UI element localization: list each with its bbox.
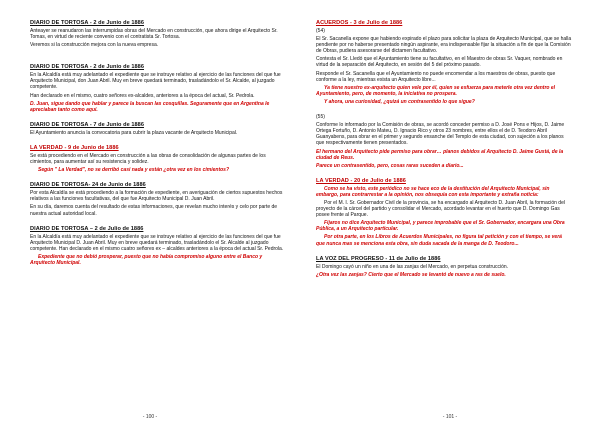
- entry-heading: DIARIO DE TORTOSA- 24 de Junio de 1886: [30, 182, 146, 189]
- editor-comment: El hermano del Arquitecto pide permiso para obrar… planos debidos al Arquitecto D. Jaime Gustá, de la ciudad de Reus.: [316, 148, 564, 161]
- entry-heading: LA VERDAD - 9 de Junio de 1886: [30, 144, 119, 151]
- news-entry: [30, 182, 286, 216]
- editor-comment: Fijaros no dice Arquitecto Municipal, y parece improbable que el Sr. Gobernador, encargara una Obra Pública, a un Arquitecto particular.: [316, 220, 565, 233]
- editor-comment: Por otra parte, en los Libros de Acuerdos Municipales, no figura tal petición y con el tiempo, se verá que nunca mas se menciona esta obra, sin duda sacada de la manga de D. Teodoro...: [316, 234, 562, 247]
- entry-paragraph: Se está procediendo en el Mercado en construcción a las obras de consolidación de algunas partes de los cimientos, para aumentar así su resistencia y solidez.: [30, 152, 266, 166]
- entry-paragraph: En la Alcaldía está muy adelantado el expediente que se instruye relativo al ejercicio de las funciones del que fue Arquitecto Municipal, don Juan Abril. Muy en breve quedará terminado, trasladándolo el Sr. Alcalde, al juzgado competente.: [30, 72, 281, 91]
- entry-paragraph: Conforme lo informado por la Comisión de obras, se acordó conceder permiso a D. José Pons e Hijos, D. Jaime Ortega Fortuño, D. Antonio Mateu, D. Ignacio Rico y otros 23 nombres, entre ellos el de D. Teodoro Abril Guanyabens, para obrar en el primer y segundo ensanche del Templo de esta ciudad, con sujeción a los planos que respectivamente tienen presentados.: [316, 122, 565, 147]
- entry-paragraph: Responde el Sr. Sacanella que el Ayuntamiento no puede encomendar a los maestros de obras, puesto que conforme a la ley, mientras exista un Arquitecto libre...: [316, 70, 556, 83]
- right-page: [300, 0, 600, 424]
- entry-paragraph: En su día, daremos cuenta del resultado de estas informaciones, que revelan mucho interés y celo por parte de nuestra actual autoridad local.: [30, 204, 278, 217]
- entry-paragraph: El Sr. Sacanella expone que habiendo expirado el plazo para solicitar la plaza de Arquitecto Municipal, que se halla pendiente por no haberse presentado ningún aspirante, era indispensable fijar la situación a fin de que la Comisión de Obras, pudiera asesorarse del dictamen facultativo.: [316, 36, 572, 55]
- editor-comment: D. Juan, sigue dando que hablar y parece la buscan las cosquillas. Seguramente que en Argentina le apreciaban tanto como aquí.: [30, 100, 270, 113]
- news-entry: [316, 256, 572, 278]
- editor-comment: Parece un contrasentido, pero, cosas raras suceden a diario...: [316, 162, 464, 169]
- news-entry: [30, 20, 286, 48]
- editor-comment: Ya tiene nuestro ex-arquitecto quien vele por él, quien se esfuerza para meterle otra vez dentro el Ayuntamiento, pero, de momento, la iniciativa no prospera.: [316, 84, 555, 97]
- page-number: - 101 -: [442, 414, 458, 420]
- entry-paragraph: Anteayer se reanudaron las interrumpidas obras del Mercado en construcción, que ahora dirige el Arquitecto Sr. Tomas, en virtud de reciente convenio con el contratista Sr. Tortosa.: [30, 28, 278, 41]
- entry-paragraph: Por el M. I. Sr. Gobernador Civil de la provincia, se ha encargado al Arquitecto D. Juan Abril, la formación del proyecto de la cárcel del partido y consolidar el Mercado, acordado levantar en el huerto que D. Domingo Gas posee frente al Parque.: [316, 199, 565, 219]
- entry-paragraph: En la Alcaldía está muy adelantado el expediente que se instruye relativo al ejercicio de las funciones del que fue Arquitecto Municipal D. Juan Abril. Muy en breve quedará terminado, trasladándolo el Sr. Alcalde al juzgado competente. Han declarado en el mismo cuatro señores ex – alcaldes anteriores a la época del actual Sr. Pedrola.: [30, 233, 284, 252]
- news-entry: [316, 114, 572, 169]
- editor-comment: ¿Otra vez las zanjas? Cierto que el Mercado se levantó de nuevo a ras de suelo.: [316, 271, 506, 278]
- page-number: - 100 -: [142, 414, 158, 420]
- news-entry: [30, 64, 286, 113]
- news-entry: [316, 178, 572, 247]
- news-entry: [316, 20, 572, 105]
- entry-heading: DIARIO DE TORTOSA - 2 de Junio de 1886: [30, 64, 145, 71]
- entry-heading: DIARIO DE TORTOSA - 2 de Junio de 1886: [30, 20, 145, 26]
- editor-comment: Como se ha visto, este periódico no se hace eco de la destitución del Arquitecto Municipal, sin embargo, para contrarrestar a la opinión, nos obsequia con esta importante y extraña noticia:: [316, 185, 550, 198]
- news-entry: [30, 145, 286, 173]
- entry-paragraph: (55): [316, 114, 325, 121]
- entry-heading: LA VOZ DEL PROGRESO - 11 de Julio de 1886: [316, 255, 441, 262]
- entry-heading: DIARIO DE TORTOSA - 7 de Junio de 1886: [30, 121, 145, 128]
- news-entry: [30, 122, 286, 136]
- entry-heading: ACUERDOS - 3 de Julio de 1886: [316, 20, 403, 26]
- entry-paragraph: El Ayuntamiento anuncia la convocatoria para cubrir la plaza vacante de Arquitecto Municipal.: [30, 129, 238, 136]
- entry-paragraph: El Domingo cayó un niño en una de las zanjas del Mercado, en perpetua construcción.: [316, 263, 509, 270]
- editor-comment: Expediente que no debió prosperar, puesto que no había compromiso alguno entre el Banco y Arquitecto Municipal.: [30, 253, 263, 266]
- entry-paragraph: Por esta Alcaldía se está procediendo a la formación de expediente, en averiguación de ciertos supuestos hechos relativos a las funciones facultativas, del que fue Arquitecto Municipal D. Juan Abril.: [30, 190, 283, 203]
- editor-comment: Y ahora, una curiosidad, ¿quizá un contrasentido lo que sigue?: [324, 98, 475, 105]
- entry-paragraph: Han declarado en el mismo, cuatro señores ex-alcaldes, anteriores a la época del actual, Sr. Pedrola.: [30, 92, 255, 99]
- editor-comment: Según " La Verdad", no se derribó casi nada y están ¿otra vez en los cimientos?: [38, 167, 229, 174]
- entry-heading: DIARIO DE TORTOSA – 2 de Julio de 1886: [30, 225, 144, 232]
- news-entry: [30, 226, 286, 266]
- entry-paragraph: Veremos si la construcción mejora con la nueva empresa.: [30, 42, 159, 49]
- entry-paragraph: (54): [316, 28, 325, 34]
- entry-paragraph: Contesta el Sr. Lledó que el Ayuntamiento tiene su facultativo, en el Maestro de obras Sr. Vaquer, nombrado en virtud de la separación del Arquitecto, en sesión del 5 del próximo pasado.: [316, 56, 563, 69]
- entry-heading: LA VERDAD - 20 de Julio de 1886: [316, 177, 406, 184]
